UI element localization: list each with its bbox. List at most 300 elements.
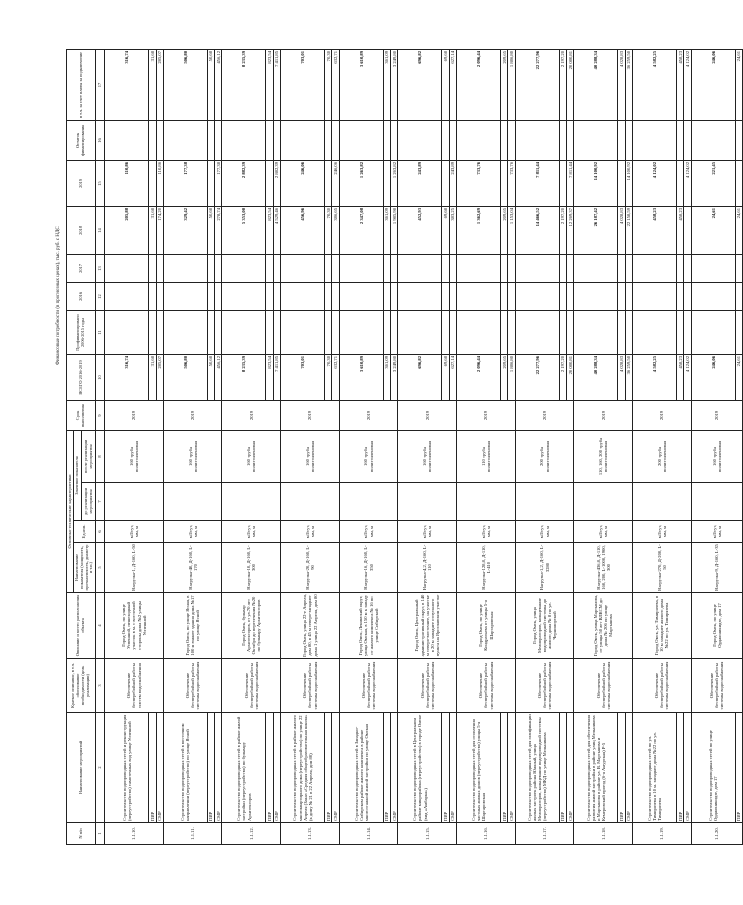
sub-remain — [508, 120, 515, 160]
col-incl: в т.ч. за счет платы за подключение — [67, 49, 96, 120]
sub-label: СМР — [391, 713, 398, 823]
row-param: Нагрузка-10, Д-160, L-300 — [222, 543, 281, 593]
sub-2018: 361,09 — [383, 206, 390, 254]
sub-2016 — [149, 282, 156, 310]
row-unit: м3/сут, мм, м — [691, 521, 742, 543]
col-tech: Основные технические характеристики — [67, 430, 74, 592]
table-row — [339, 49, 383, 844]
sub-2019: 177,38 — [215, 160, 222, 206]
row-before — [515, 483, 574, 521]
row-total: 506,80 — [163, 354, 207, 400]
row-before — [339, 483, 398, 521]
row-prior — [633, 310, 677, 354]
sub-2018: 4 028,83 — [618, 206, 625, 254]
row-location: Город Омск, Ленинский округ, улица Омская, в 150 м к западу от жилого комплекса № 16 по улице Сибирской — [339, 593, 398, 659]
row-name: Строительство водопроводных сетей в Центральном районе микрорайона (переустройство) в городе Омске (вид «Амбарка») — [398, 713, 442, 823]
column-number: 4 — [95, 593, 104, 659]
row-total: 40 288,34 — [574, 354, 618, 400]
row-2016 — [633, 282, 677, 310]
row-term: 2019 — [515, 400, 574, 430]
sub-label: СМР — [273, 713, 280, 823]
col-2017: 2017 — [67, 254, 96, 282]
row-2018: 329,42 — [163, 206, 207, 254]
row-incl: 696,82 — [398, 49, 442, 120]
col-location: Описание и место расположения объекта — [67, 593, 96, 659]
row-remain — [691, 120, 735, 160]
sub-2017 — [391, 254, 398, 282]
col-2016: 2016 — [67, 282, 96, 310]
row-2017 — [222, 254, 266, 282]
sub-2019: 14 100,92 — [625, 160, 632, 206]
col-total: ВСЕГО 2016-2019 — [67, 354, 96, 400]
table-body — [105, 49, 743, 844]
sub-2019 — [149, 160, 156, 206]
sub-total: 36 259,50 — [625, 354, 632, 400]
sub-incl: 823,54 — [266, 49, 273, 120]
row-location: Город Омск, ул. Тимирязева, в 10 м западнее жилого дома №22 по ул. Тимирязева — [633, 593, 692, 659]
sub-label: СМР — [684, 713, 691, 823]
sub-2018 — [684, 206, 691, 254]
row-2018: 24,61 — [691, 206, 735, 254]
row-2019: 177,38 — [163, 160, 207, 206]
sub-2017 — [559, 254, 566, 282]
row-term: 2019 — [163, 400, 222, 430]
row-after: 160 труба полиэтиленовая — [163, 430, 222, 482]
table-row — [633, 49, 677, 844]
row-name: Строительство водопроводных сетей для отопления частных жилых домов (переустройство) улицы 5-я Шартаровская — [457, 713, 501, 823]
row-2017 — [691, 254, 735, 282]
sub-total: 3 249,80 — [391, 354, 398, 400]
row-before — [574, 483, 633, 521]
sub-incl: 458,23 — [677, 49, 684, 120]
col-2019: 2019 — [67, 160, 96, 206]
row-incl: 8 235,39 — [222, 49, 266, 120]
row-2017 — [457, 254, 501, 282]
col-after: после реализации мероприятия — [82, 430, 96, 482]
row-2016 — [457, 282, 501, 310]
row-unit: м3/сут, мм, м — [398, 521, 457, 543]
row-incl: 22 277,96 — [515, 49, 559, 120]
row-remain — [398, 120, 442, 160]
row-name: Строительство водопроводных сетей в районе жилого многоквартирного дома (переустройство) по улице 22 Апреля (Заказ «Средняя общеобразовательная школа» (к дому № 21 в 22 Апреля, дом 80) — [281, 713, 325, 823]
sub-total: 2 197,20 — [559, 354, 566, 400]
sub-total: 20 080,81 — [567, 354, 574, 400]
row-total: 696,82 — [398, 354, 442, 400]
sub-label: ПИР — [677, 713, 684, 823]
row-unit: м3/сут, мм, м — [633, 521, 692, 543]
row-incl: 316,74 — [105, 49, 149, 120]
row-unit: м3/сут, мм, м — [574, 521, 633, 543]
sub-2016 — [383, 282, 390, 310]
sub-incl: 36 259,50 — [625, 49, 632, 120]
sub-2019 — [618, 160, 625, 206]
row-incl: 506,80 — [163, 49, 207, 120]
sub-2019 — [501, 160, 508, 206]
sub-2017 — [149, 254, 156, 282]
sub-2017 — [618, 254, 625, 282]
sub-2018: 174,20 — [156, 206, 163, 254]
row-name: Строительство водопроводных сетей по ул. Тимирязева в 10 м. западнее дома №22 по ул. Тимирязева — [633, 713, 677, 823]
sub-2017 — [325, 254, 332, 282]
row-number: 1.1.20. — [691, 823, 742, 845]
sub-2016 — [735, 282, 742, 310]
row-before — [691, 483, 742, 521]
row-param: Нагрузка-1, Д-160, L-50 — [105, 543, 164, 593]
sub-total: 31,68 — [149, 354, 156, 400]
row-2019: 110,86 — [105, 160, 149, 206]
sub-2016 — [273, 282, 280, 310]
col-prior: Профинансировано 2006-2015 годы — [67, 310, 96, 354]
row-remain — [281, 120, 325, 160]
row-total: 246,06 — [691, 354, 735, 400]
row-param: Нагрузка-4,2, Д-160, L-110 — [398, 543, 457, 593]
row-incl: 40 288,34 — [574, 49, 618, 120]
row-term: 2019 — [281, 400, 340, 430]
sub-label: ПИР — [442, 713, 449, 823]
sub-total: 456,12 — [215, 354, 222, 400]
row-remain — [339, 120, 383, 160]
row-purpose: Обеспечение бесперебойной работы системы водоснабжения — [222, 659, 281, 713]
sub-remain — [325, 120, 332, 160]
row-prior — [339, 310, 383, 354]
sub-2016 — [266, 282, 273, 310]
sub-prior — [618, 310, 625, 354]
sub-prior — [325, 310, 332, 354]
row-prior — [105, 310, 149, 354]
row-2019: 246,06 — [281, 160, 325, 206]
sub-2016 — [449, 282, 456, 310]
row-incl: 3 610,89 — [339, 49, 383, 120]
sub-2019 — [559, 160, 566, 206]
row-unit: м3/сут, мм, м — [105, 521, 164, 543]
row-before — [457, 483, 516, 521]
sub-incl: 3 249,80 — [391, 49, 398, 120]
sub-total: 458,23 — [677, 354, 684, 400]
row-unit: м3/сут, мм, м — [457, 521, 516, 543]
row-number: 1.1.18. — [574, 823, 633, 845]
sub-remain — [684, 120, 691, 160]
row-term: 2019 — [691, 400, 742, 430]
sub-2019 — [207, 160, 214, 206]
row-remain — [222, 120, 266, 160]
sub-incl: 24,61 — [735, 49, 742, 120]
row-purpose: Обеспечение бесперебойной работы систем водоснабжения — [105, 659, 164, 713]
row-purpose: Обеспечение бесперебойной работы системы водоснабжения — [163, 659, 222, 713]
row-number: 1.1.15. — [398, 823, 457, 845]
sub-prior — [449, 310, 456, 354]
sub-prior — [266, 310, 273, 354]
row-remain — [105, 120, 149, 160]
sub-incl: 361,09 — [383, 49, 390, 120]
sub-2018: 4 529,46 — [273, 206, 280, 254]
row-after: 160 труба полиэтиленовая — [222, 430, 281, 482]
sub-prior — [567, 310, 574, 354]
sub-remain — [207, 120, 214, 160]
row-incl: 703,01 — [281, 49, 325, 120]
sub-total: 627,14 — [449, 354, 456, 400]
row-param: Нагрузка-128,8, Д-110, L-410 — [457, 543, 516, 593]
row-prior — [515, 310, 559, 354]
row-incl: 4 582,25 — [633, 49, 677, 120]
row-2016 — [105, 282, 149, 310]
sub-2016 — [325, 282, 332, 310]
row-param: Нагрузка-270, Д-200, L-50 — [633, 543, 692, 593]
row-before — [163, 483, 222, 521]
row-prior — [222, 310, 266, 354]
row-prior — [281, 310, 325, 354]
col-before: до реализации мероприятия — [82, 483, 96, 521]
row-2019: 2 882,39 — [222, 160, 266, 206]
row-location: Город Омск, улица Мартынова, от улицы 50 лет ВЛКСМ до дома № 206 по улице Мартынова — [574, 593, 633, 659]
row-total: 3 610,89 — [339, 354, 383, 400]
sub-label: ПИР — [618, 713, 625, 823]
sub-label: СМР — [215, 713, 222, 823]
row-2016 — [163, 282, 207, 310]
sub-2017 — [266, 254, 273, 282]
row-total: 316,74 — [105, 354, 149, 400]
sub-2017 — [215, 254, 222, 282]
row-name: Строительство водопроводных сетей для обеспечения развития жилой застройки в районе улиц Мельникова и Мартынова в районе ул. В. Мартынова и Кемеровский проезд (6-я Амурская) Р-5 — [574, 713, 618, 823]
column-number: 12 — [95, 282, 104, 310]
sub-remain — [559, 120, 566, 160]
row-term: 2019 — [633, 400, 692, 430]
table-row — [105, 49, 149, 844]
sub-total: 4 124,02 — [684, 354, 691, 400]
row-2017 — [281, 254, 325, 282]
row-location: Город Омск, по улице Успешной, пешеходный участок в м. с восточной стороны дома №2 улицы Успешной — [105, 593, 164, 659]
sub-remain — [149, 120, 156, 160]
row-2017 — [398, 254, 442, 282]
row-number: 1.1.13. — [281, 823, 340, 845]
row-term: 2019 — [398, 400, 457, 430]
row-name: Строительство водопроводных сетей в Западно-Сибирском районе жилого комплекса в районе многоэтажной жилой застройки по улице Омская — [339, 713, 383, 823]
col-2018: 2018 — [67, 206, 96, 254]
sub-2018: 1 153,04 — [508, 206, 515, 254]
row-2018: 456,96 — [281, 206, 325, 254]
col-params: Наименование показателя (мощность, протяженность, диаметр и т.п.) — [74, 543, 96, 593]
sub-prior — [149, 310, 156, 354]
col-no: N п/п — [67, 823, 96, 845]
sub-incl: 632,71 — [332, 49, 339, 120]
sub-remain — [442, 120, 449, 160]
sub-2017 — [625, 254, 632, 282]
row-2017 — [105, 254, 149, 282]
row-name: Строительство водопроводных сетей для газификации жилых застроек района Южный, улица Мелиораторов, кольцевание водопроводной системы (переустройство) МКД по улице Мельникова — [515, 713, 559, 823]
sub-incl: 627,14 — [449, 49, 456, 120]
sub-label: ПИР — [501, 713, 508, 823]
row-total: 22 277,96 — [515, 354, 559, 400]
row-remain — [163, 120, 207, 160]
sub-label: СМР — [508, 713, 515, 823]
row-2019: 243,89 — [398, 160, 442, 206]
sub-2017 — [332, 254, 339, 282]
sub-remain — [625, 120, 632, 160]
sub-incl: 7 411,85 — [273, 49, 280, 120]
row-total: 4 582,25 — [633, 354, 677, 400]
sub-2019 — [266, 160, 273, 206]
row-name: Строительство водопроводных сетей по улице Орджоникидзе, дом 17 — [691, 713, 735, 823]
sub-2018: 12 269,37 — [567, 206, 574, 254]
row-number: 1.1.11. — [163, 823, 222, 845]
sub-2019: 7 811,44 — [567, 160, 574, 206]
sub-prior — [215, 310, 222, 354]
sub-incl: 2 197,20 — [559, 49, 566, 120]
column-number: 3 — [95, 659, 104, 713]
sub-total: 50,68 — [207, 354, 214, 400]
row-2016 — [691, 282, 735, 310]
row-total: 703,01 — [281, 354, 325, 400]
table-row — [574, 49, 618, 844]
sub-remain — [501, 120, 508, 160]
sub-prior — [391, 310, 398, 354]
sub-prior — [677, 310, 684, 354]
row-unit: м3/сут, мм, м — [339, 521, 398, 543]
column-number: 8 — [95, 430, 104, 482]
sub-2016 — [207, 282, 214, 310]
row-term: 2019 — [457, 400, 516, 430]
sub-incl: 20 080,81 — [567, 49, 574, 120]
table-row — [515, 49, 559, 844]
row-param: Нагрузка-16, Д-160, L-350 — [339, 543, 398, 593]
header-row-1 — [67, 49, 74, 844]
sub-label: ПИР — [207, 713, 214, 823]
sub-2019: 110,86 — [156, 160, 163, 206]
sub-2016 — [215, 282, 222, 310]
column-number: 17 — [95, 49, 104, 120]
column-number: 7 — [95, 483, 104, 521]
sub-2016 — [684, 282, 691, 310]
row-2017 — [163, 254, 207, 282]
sub-prior — [501, 310, 508, 354]
row-location: Город Омск, бульвар Архитекторов, от ул.70 лет Октября до пересечения №20 по бульвару Архитекторов — [222, 593, 281, 659]
sub-2019: 4 124,02 — [684, 160, 691, 206]
sub-2019: 2 882,39 — [273, 160, 280, 206]
col-remain: Остаток финансирования — [67, 120, 96, 160]
sub-total: 632,71 — [332, 354, 339, 400]
sub-2019: 243,89 — [449, 160, 456, 206]
table-row — [222, 49, 266, 844]
sub-2017 — [449, 254, 456, 282]
sub-2016 — [508, 282, 515, 310]
row-after: 200 труба полиэтиленовая — [515, 430, 574, 482]
sub-2017 — [508, 254, 515, 282]
table-row — [281, 49, 325, 844]
sub-total: 1 886,80 — [508, 354, 515, 400]
sub-2016 — [677, 282, 684, 310]
row-location: Город Омск, Центральный административный округ, в 140 м северо-восточнее, на участке в 20 м западнее отпускного пункта на Ярославском участке — [398, 593, 457, 659]
row-term: 2019 — [574, 400, 633, 430]
row-term: 2019 — [105, 400, 164, 430]
row-param: Нагрузка-1,2, Д-160, L-3280 — [515, 543, 574, 593]
sub-2017 — [501, 254, 508, 282]
sub-2018: 70,30 — [325, 206, 332, 254]
row-after: 160 труба полиэтиленовая — [339, 430, 398, 482]
sub-total: 7 411,85 — [273, 354, 280, 400]
row-purpose: Обеспечение бесперебойной работы системы водоснабжения — [574, 659, 633, 713]
row-2016 — [222, 282, 266, 310]
sub-prior — [625, 310, 632, 354]
sub-label: ПИР — [559, 713, 566, 823]
sub-2019: 1 263,82 — [391, 160, 398, 206]
row-incl: 246,06 — [691, 49, 735, 120]
row-purpose: Обеспечение бесперебойной работы системы водоснабжения — [457, 659, 516, 713]
row-name: Строительство водопроводных сетей в восточном направлении (переустройство) по улице Ясной — [163, 713, 207, 823]
sub-incl: 4 124,02 — [684, 49, 691, 120]
row-param: Нагрузка-436,8, Д-110, 160, 200, L-1000, 1900, 300 — [574, 543, 633, 593]
sub-remain — [618, 120, 625, 160]
col-term: Срок выполнения — [67, 400, 96, 430]
row-total: 2 096,44 — [457, 354, 501, 400]
row-purpose: Обеспечение бесперебойной работы системы водоснабжения — [398, 659, 457, 713]
column-number: 2 — [95, 713, 104, 823]
sub-2016 — [618, 282, 625, 310]
row-2017 — [515, 254, 559, 282]
sub-prior — [735, 310, 742, 354]
row-unit: м3/сут, мм, м — [281, 521, 340, 543]
sub-2018: 31,68 — [149, 206, 156, 254]
col-purpose: Краткое описание, в т.ч. обоснование необходимости (цель реализации) — [67, 659, 96, 713]
sub-prior — [442, 310, 449, 354]
sub-remain — [383, 120, 390, 160]
table-row — [691, 49, 735, 844]
sub-2019 — [442, 160, 449, 206]
sub-label: ПИР — [266, 713, 273, 823]
sub-remain — [677, 120, 684, 160]
row-purpose: Обеспечение бесперебойной работы системы водоснабжения — [281, 659, 340, 713]
row-location: Город Омск, по улице Кондратьева от улицы 5-я Шартаровская — [457, 593, 516, 659]
sub-prior — [684, 310, 691, 354]
sub-total: 69,68 — [442, 354, 449, 400]
sub-incl: 4 028,83 — [618, 49, 625, 120]
sub-remain — [449, 120, 456, 160]
row-prior — [163, 310, 207, 354]
row-purpose: Обеспечение бесперебойной работы системы водоснабжения — [633, 659, 692, 713]
row-number: 1.1.19. — [633, 823, 692, 845]
row-after: 160 труба полиэтиленовая — [105, 430, 164, 482]
row-prior — [398, 310, 442, 354]
sub-total: 70,30 — [325, 354, 332, 400]
caption-row — [58, 50, 66, 845]
row-location: Город Омск, по улице Орджоникидзе, дом 17 — [691, 593, 742, 659]
sub-2018: 209,65 — [501, 206, 508, 254]
row-2018: 26 187,42 — [574, 206, 618, 254]
column-number: 11 — [95, 310, 104, 354]
table-row — [457, 49, 501, 844]
row-number: 1.1.10. — [105, 823, 164, 845]
sub-2018: 458,23 — [677, 206, 684, 254]
row-unit: м3/сут, мм, м — [222, 521, 281, 543]
row-incl: 2 096,44 — [457, 49, 501, 120]
column-number: 5 — [95, 543, 104, 593]
sub-2018: 69,68 — [442, 206, 449, 254]
sub-remain — [215, 120, 222, 160]
sub-total: 209,65 — [501, 354, 508, 400]
sub-prior — [332, 310, 339, 354]
row-param: Нагрузка-20, Д-160, L-90 — [281, 543, 340, 593]
sub-2018: 823,54 — [266, 206, 273, 254]
row-2019: 4 124,02 — [633, 160, 677, 206]
row-before — [633, 483, 692, 521]
row-2019: 733,76 — [457, 160, 501, 206]
sub-2018: 50,68 — [207, 206, 214, 254]
row-name: Строительство водопроводных сетей в районе жилой застройки (переустройство) по бульвару Архитекторов — [222, 713, 266, 823]
sub-total: 823,54 — [266, 354, 273, 400]
sub-incl: 285,07 — [156, 49, 163, 120]
row-2018: 1 362,69 — [457, 206, 501, 254]
sub-2016 — [625, 282, 632, 310]
sub-2018: 383,25 — [449, 206, 456, 254]
sub-remain — [156, 120, 163, 160]
